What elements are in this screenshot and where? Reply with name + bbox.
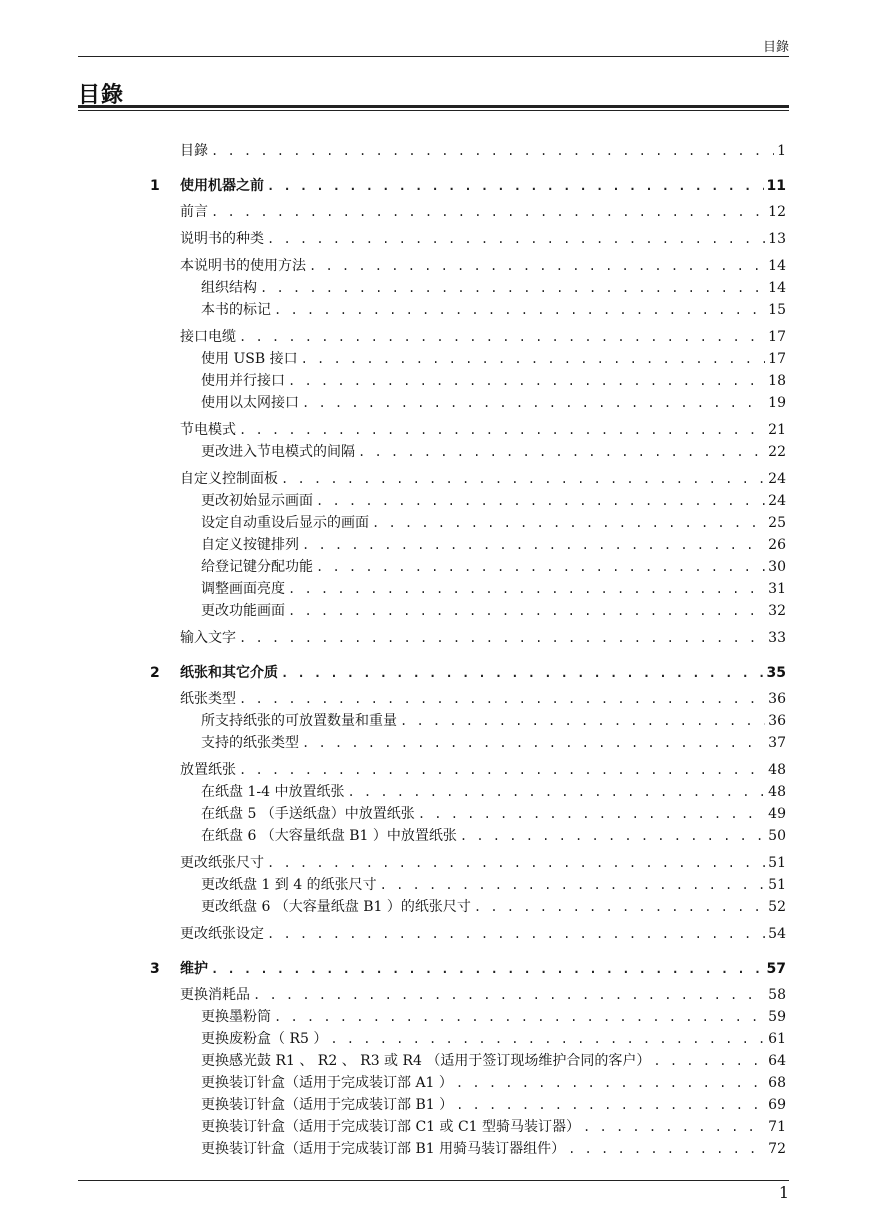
dot-leader <box>400 710 765 732</box>
toc-entry[interactable] <box>150 534 786 556</box>
toc-chapter[interactable] <box>150 958 786 980</box>
toc-page-number: 52 <box>768 899 786 915</box>
dot-leader <box>302 534 765 556</box>
toc-page-number: 17 <box>768 329 786 345</box>
toc-page-number: 36 <box>768 713 786 729</box>
toc-entry[interactable] <box>150 299 786 321</box>
toc-page-number: 36 <box>768 691 786 707</box>
dot-leader <box>460 825 765 847</box>
chapter-number: 2 <box>150 665 160 681</box>
toc-entry[interactable] <box>150 1006 786 1028</box>
dot-leader <box>288 600 765 622</box>
dot-leader <box>380 874 766 896</box>
dot-leader <box>267 175 764 197</box>
toc-entry-title: 使用以太网接口 <box>201 395 299 411</box>
toc-page-number: 69 <box>768 1097 786 1113</box>
toc-entry[interactable] <box>150 370 786 392</box>
toc-page-number: 25 <box>768 515 786 531</box>
toc-entry-title: 自定义按键排列 <box>201 537 299 553</box>
chapter-number: 1 <box>150 178 160 194</box>
toc-page-number: 24 <box>768 471 786 487</box>
toc-page-number: 57 <box>766 961 786 977</box>
toc-entry-title: 更换废粉盒（ R5 ） <box>201 1031 328 1047</box>
toc-entry-title: 纸张和其它介质 <box>180 665 278 681</box>
toc-page-number: 15 <box>768 302 786 318</box>
toc-page-number: 26 <box>768 537 786 553</box>
dot-leader <box>239 688 765 710</box>
toc-entry[interactable] <box>150 277 786 299</box>
toc-entry-title: 更改功能画面 <box>201 603 285 619</box>
toc-entry-title: 更改纸张尺寸 <box>180 855 264 871</box>
toc-entry-title: 节电模式 <box>180 422 236 438</box>
toc-page-number: 24 <box>768 493 786 509</box>
dot-leader <box>653 1050 765 1072</box>
toc-entry-title: 在纸盘 5 （手送纸盘）中放置纸张 <box>201 806 415 822</box>
toc-page-number: 48 <box>768 762 786 778</box>
toc-entry[interactable] <box>150 441 786 463</box>
toc-entry[interactable] <box>150 896 786 918</box>
dot-leader <box>267 923 765 945</box>
toc-page-number: 68 <box>768 1075 786 1091</box>
toc-page-number: 22 <box>768 444 786 460</box>
dot-leader <box>267 228 765 250</box>
dot-leader <box>288 578 765 600</box>
toc-page-number: 30 <box>768 559 786 575</box>
toc-page-number: 17 <box>768 351 786 367</box>
dot-leader <box>583 1116 765 1138</box>
toc-entry-title: 更换墨粉筒 <box>201 1009 271 1025</box>
toc-entry-title: 所支持纸张的可放置数量和重量 <box>201 713 397 729</box>
dot-leader <box>211 958 764 980</box>
toc-entry-title: 接口电缆 <box>180 329 236 345</box>
page-number: 1 <box>778 1183 789 1202</box>
toc-entry-title: 说明书的种类 <box>180 231 264 247</box>
dot-leader <box>302 392 765 414</box>
toc-entry-title: 设定自动重设后显示的画面 <box>201 515 369 531</box>
dot-leader <box>358 441 765 463</box>
toc-page-number: 61 <box>768 1031 786 1047</box>
toc-entry-title: 本说明书的使用方法 <box>180 258 306 274</box>
header-rule <box>78 56 789 57</box>
toc-entry-title: 更改进入节电模式的间隔 <box>201 444 355 460</box>
toc-entry-title: 调整画面亮度 <box>201 581 285 597</box>
toc-entry-title: 自定义控制面板 <box>180 471 278 487</box>
toc-page-number: 64 <box>768 1053 786 1069</box>
toc-entry-title: 更换装订针盒（适用于完成装订部 C1 或 C1 型骑马装订器） <box>201 1119 581 1135</box>
toc-entry-title: 输入文字 <box>180 630 236 646</box>
toc-page-number: 21 <box>768 422 786 438</box>
toc-entry[interactable] <box>150 1094 786 1116</box>
toc-entry[interactable] <box>150 490 786 512</box>
toc-page-number: 59 <box>768 1009 786 1025</box>
toc-entry[interactable] <box>150 1116 786 1138</box>
toc-entry[interactable] <box>150 468 786 490</box>
toc-page-number: 31 <box>768 581 786 597</box>
toc-page-number: 37 <box>768 735 786 751</box>
dot-leader <box>239 419 765 441</box>
toc-page-number: 48 <box>768 784 786 800</box>
toc-page-number: 49 <box>768 806 786 822</box>
chapter-number: 3 <box>150 961 160 977</box>
toc-entry[interactable] <box>150 556 786 578</box>
dot-leader <box>372 512 765 534</box>
dot-leader <box>274 299 765 321</box>
toc-entry-title: 更换装订针盒（适用于完成装订部 A1 ） <box>201 1075 453 1091</box>
toc-entry[interactable] <box>150 688 786 710</box>
toc-page-number: 71 <box>768 1119 786 1135</box>
toc-entry[interactable] <box>150 512 786 534</box>
toc-entry-title: 放置纸张 <box>180 762 236 778</box>
toc-page-number: 13 <box>768 231 786 247</box>
dot-leader <box>474 896 765 918</box>
toc-entry[interactable] <box>150 1138 786 1160</box>
dot-leader <box>316 556 765 578</box>
dot-leader <box>281 662 764 684</box>
toc-entry[interactable] <box>150 732 786 754</box>
toc-page-number: 11 <box>766 178 786 194</box>
toc-entry-title: 使用 USB 接口 <box>201 351 298 367</box>
title-rule-thick <box>78 105 789 108</box>
toc-entry-title: 在纸盘 6 （大容量纸盘 B1 ）中放置纸张 <box>201 828 457 844</box>
toc-entry[interactable] <box>150 803 786 825</box>
toc-entry[interactable] <box>150 825 786 847</box>
toc-entry[interactable] <box>150 710 786 732</box>
toc-entry-title: 组织结构 <box>201 280 257 296</box>
toc-page-number: 14 <box>768 280 786 296</box>
dot-leader <box>239 326 765 348</box>
toc-entry-title: 使用机器之前 <box>180 178 264 194</box>
toc-page-number: 18 <box>768 373 786 389</box>
toc-entry-title: 本书的标记 <box>201 302 271 318</box>
page-title: 目錄 <box>78 83 125 108</box>
dot-leader <box>347 781 765 803</box>
dot-leader <box>301 348 766 370</box>
dot-leader <box>309 255 765 277</box>
toc-entry[interactable] <box>150 1028 786 1050</box>
toc-entry-title: 目錄 <box>180 143 208 159</box>
title-rule-thin <box>78 110 789 111</box>
toc-page-number: 58 <box>768 987 786 1003</box>
toc-entry[interactable] <box>150 759 786 781</box>
toc-entry-title: 纸张类型 <box>180 691 236 707</box>
toc-entry[interactable] <box>150 578 786 600</box>
toc-entry[interactable] <box>150 984 786 1006</box>
dot-leader <box>260 277 765 299</box>
toc-entry[interactable] <box>150 874 786 896</box>
toc-entry[interactable] <box>150 392 786 414</box>
dot-leader <box>330 1028 765 1050</box>
toc-entry[interactable] <box>150 348 786 370</box>
toc-entry[interactable] <box>150 140 786 162</box>
toc-chapter[interactable] <box>150 175 786 197</box>
dot-leader <box>418 803 765 825</box>
toc-page-number: 32 <box>768 603 786 619</box>
dot-leader <box>302 732 765 754</box>
toc-entry[interactable] <box>150 781 786 803</box>
toc-entry[interactable] <box>150 852 786 874</box>
toc-entry-title: 更改纸盘 6 （大容量纸盘 B1 ）的纸张尺寸 <box>201 899 471 915</box>
toc-entry[interactable] <box>150 228 786 250</box>
dot-leader <box>456 1072 765 1094</box>
toc-entry-title: 更换装订针盒（适用于完成装订部 B1 ） <box>201 1097 454 1113</box>
toc-entry-title: 给登记键分配功能 <box>201 559 313 575</box>
toc-page-number: 19 <box>768 395 786 411</box>
dot-leader <box>211 201 765 223</box>
toc-entry[interactable] <box>150 326 786 348</box>
dot-leader <box>456 1094 765 1116</box>
toc-entry-title: 前言 <box>180 204 208 220</box>
toc-page-number: 12 <box>768 204 786 220</box>
toc-entry-title: 更改初始显示画面 <box>201 493 313 509</box>
dot-leader <box>274 1006 765 1028</box>
dot-leader <box>239 627 765 649</box>
dot-leader <box>316 490 765 512</box>
dot-leader <box>288 370 765 392</box>
toc-page-number: 51 <box>768 877 786 893</box>
toc-page-number: 33 <box>768 630 786 646</box>
toc-entry[interactable] <box>150 923 786 945</box>
dot-leader <box>281 468 765 490</box>
toc-page-number: 1 <box>777 143 786 159</box>
dot-leader <box>253 984 765 1006</box>
dot-leader <box>267 852 765 874</box>
toc-page-number: 51 <box>768 855 786 871</box>
dot-leader <box>211 140 774 162</box>
toc-page-number: 14 <box>768 258 786 274</box>
toc-entry-title: 使用并行接口 <box>201 373 285 389</box>
toc-entry[interactable] <box>150 627 786 649</box>
table-of-contents <box>150 140 786 1160</box>
toc-page-number: 50 <box>768 828 786 844</box>
running-header: 目錄 <box>762 40 789 55</box>
toc-page-number: 35 <box>766 665 786 681</box>
dot-leader <box>568 1138 765 1160</box>
toc-entry[interactable] <box>150 201 786 223</box>
toc-entry-title: 更换装订针盒（适用于完成装订部 B1 用骑马装订器组件） <box>201 1141 566 1157</box>
toc-page-number: 72 <box>768 1141 786 1157</box>
toc-entry[interactable] <box>150 255 786 277</box>
toc-entry-title: 支持的纸张类型 <box>201 735 299 751</box>
toc-entry[interactable] <box>150 419 786 441</box>
toc-entry[interactable] <box>150 1050 786 1072</box>
toc-entry-title: 更改纸盘 1 到 4 的纸张尺寸 <box>201 877 377 893</box>
dot-leader <box>239 759 765 781</box>
toc-entry[interactable] <box>150 1072 786 1094</box>
toc-entry[interactable] <box>150 600 786 622</box>
toc-entry-title: 更换消耗品 <box>180 987 250 1003</box>
toc-entry-title: 维护 <box>180 961 208 977</box>
toc-entry-title: 更换感光鼓 R1 、 R2 、 R3 或 R4 （适用于签订现场维护合同的客户） <box>201 1053 651 1069</box>
toc-page-number: 54 <box>768 926 786 942</box>
footer-rule <box>78 1180 789 1181</box>
toc-entry-title: 在纸盘 1-4 中放置纸张 <box>201 784 345 800</box>
toc-chapter[interactable] <box>150 662 786 684</box>
toc-entry-title: 更改纸张设定 <box>180 926 264 942</box>
